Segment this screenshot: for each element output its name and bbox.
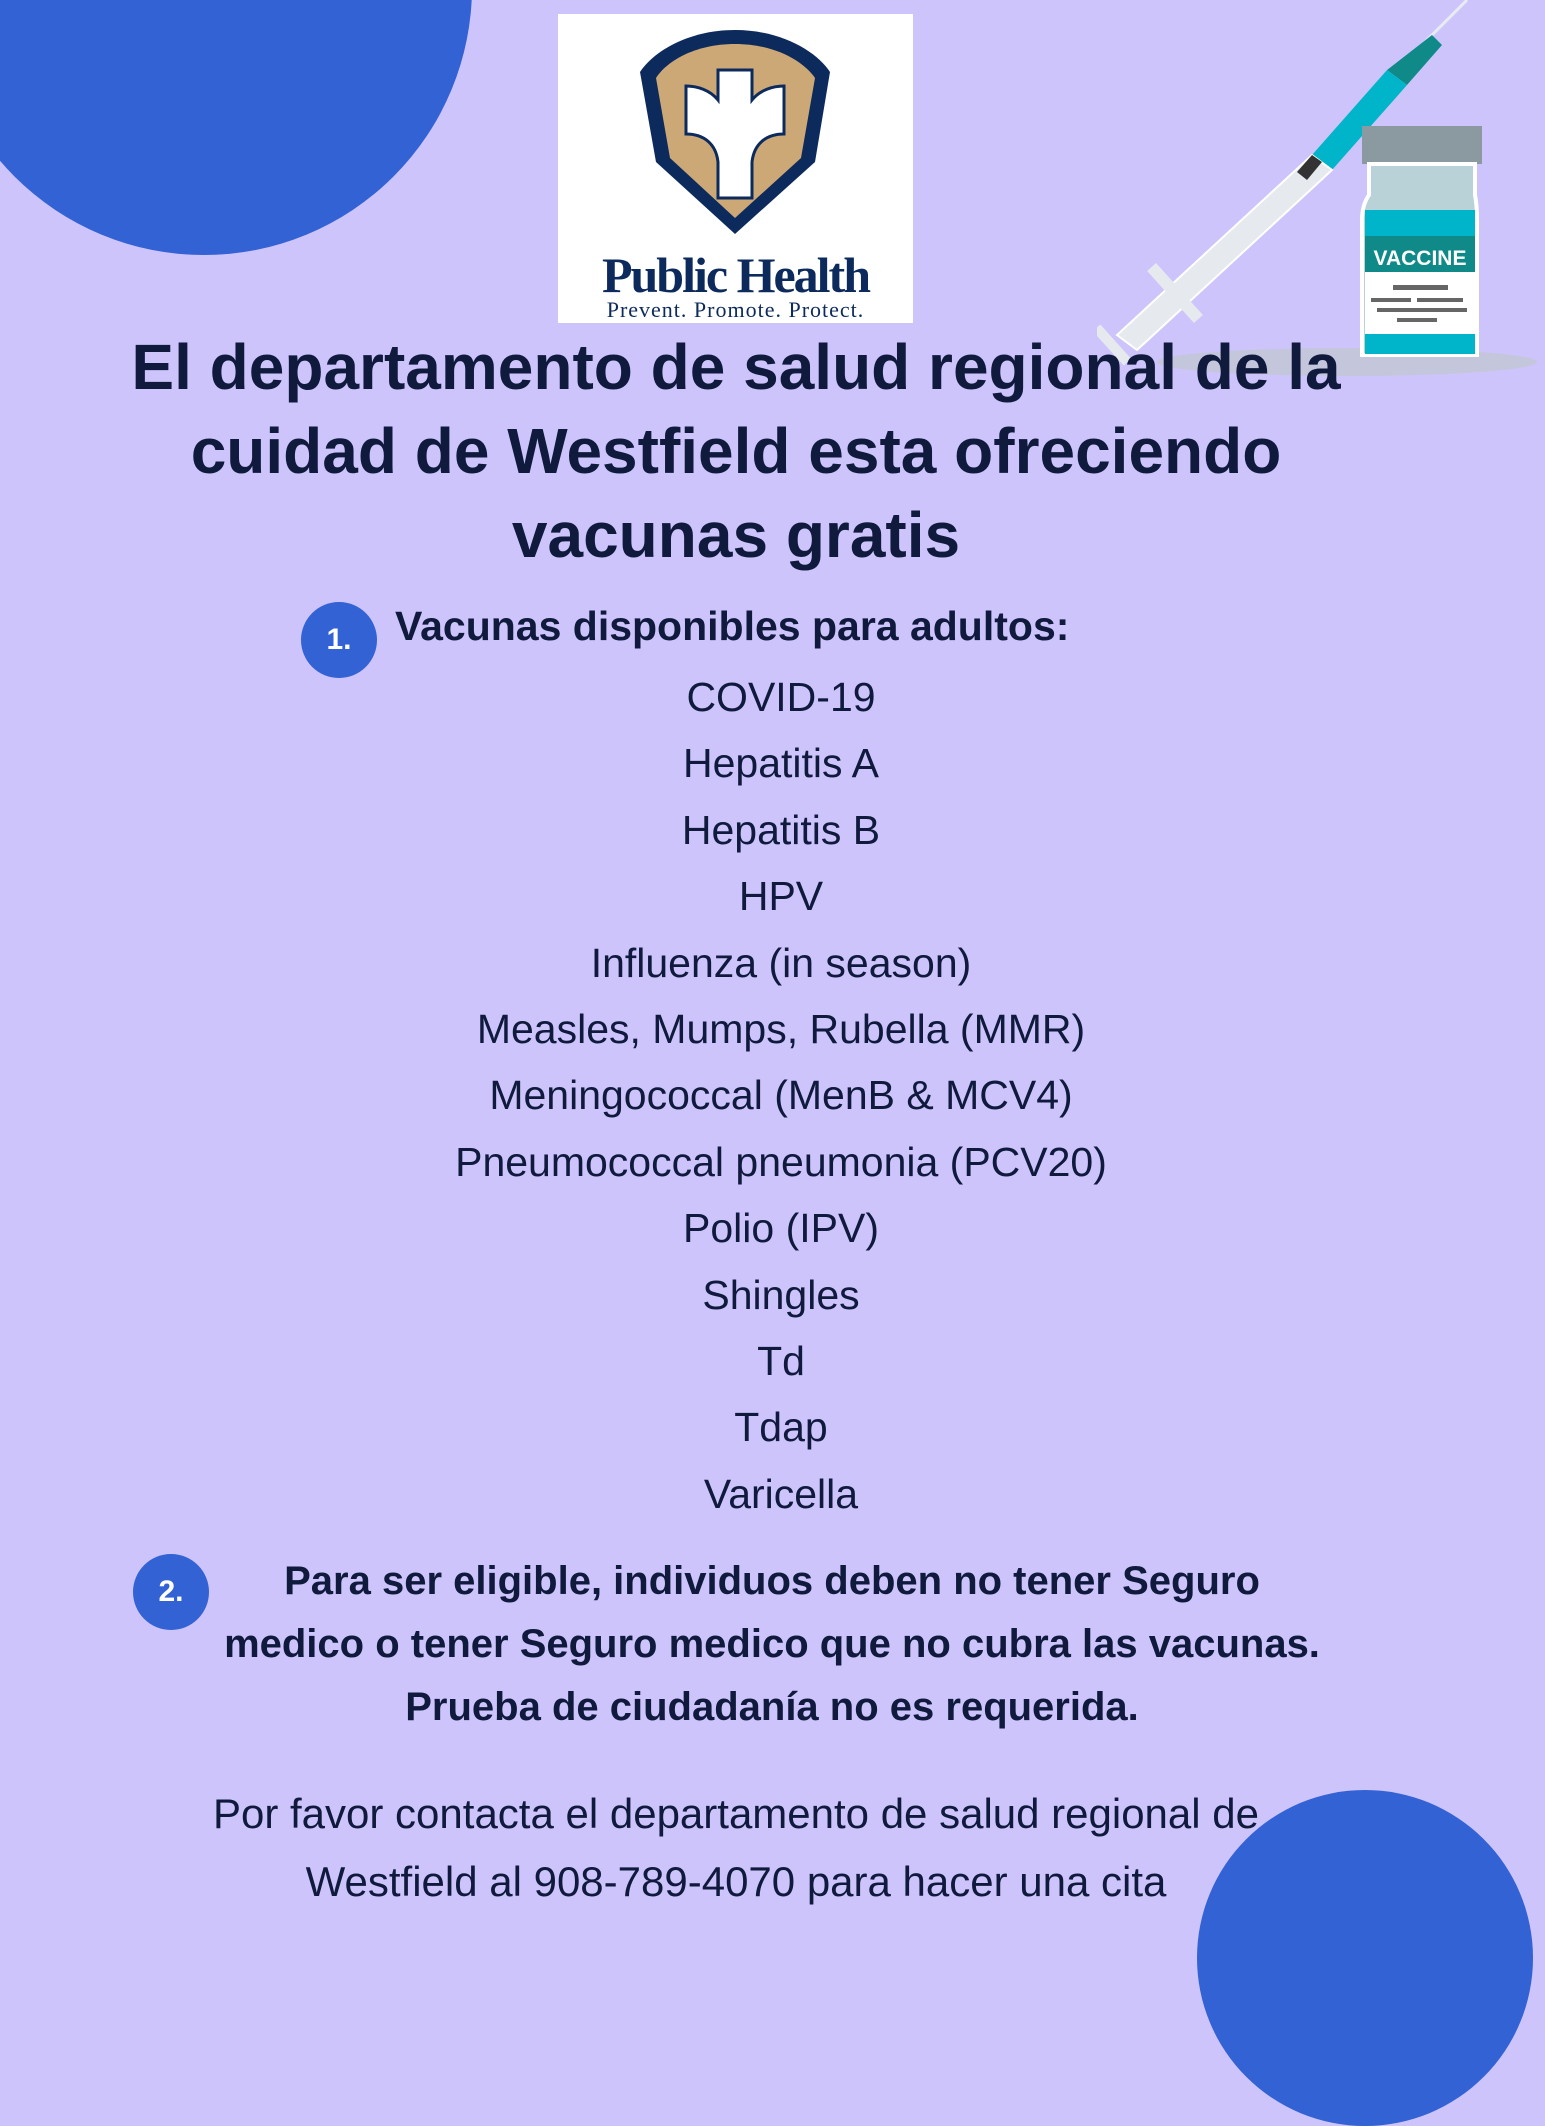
list-item: HPV xyxy=(738,873,824,920)
contact-text: Por favor contacta el departamento de salud regional de Westfield al 908-789-4070 para hacer una cita xyxy=(212,1790,1259,1905)
list-item: Td xyxy=(757,1337,805,1384)
public-health-logo xyxy=(558,14,913,323)
shield-cross-icon xyxy=(628,22,843,242)
page-title: El departamento de salud regional de la cuidad de Westfield esta ofreciendo vacunas gratis xyxy=(131,331,1341,571)
eligibility-text: Para ser eligible, individuos deben no tener Seguro medico o tener Seguro medico que no cubra las vacunas. Prueba de ciudadanía no es requerida. xyxy=(224,1559,1320,1729)
vaccine-vial-icon xyxy=(1362,126,1482,355)
list-item: Pneumococcal pneumonia (PCV20) xyxy=(455,1138,1107,1185)
list-item: Shingles xyxy=(702,1271,860,1318)
list-item: Measles, Mumps, Rubella (MMR) xyxy=(476,1005,1086,1052)
vial-label: VACCINE xyxy=(1373,247,1467,270)
list-item: Hepatitis A xyxy=(683,740,879,787)
list-item: COVID-19 xyxy=(686,674,876,720)
list-item: Tdap xyxy=(734,1404,828,1451)
syringe-vaccine-illustration xyxy=(1097,0,1545,376)
vaccines-heading: Vacunas disponibles para adultos: xyxy=(395,603,1070,649)
logo-tagline: Prevent. Promote. Protect. xyxy=(606,297,865,322)
step-badge-2: 2. xyxy=(133,1554,209,1630)
step-badge-1: 1. xyxy=(301,602,377,678)
list-item: Meningococcal (MenB & MCV4) xyxy=(489,1072,1073,1119)
decorative-circle-top-left xyxy=(0,0,472,255)
list-item: Polio (IPV) xyxy=(683,1205,879,1252)
list-item: Hepatitis B xyxy=(681,806,881,853)
list-item: Influenza (in season) xyxy=(590,939,972,986)
logo-name: Public Health xyxy=(601,247,870,303)
list-item: Varicella xyxy=(703,1470,859,1517)
vaccine-list xyxy=(381,664,1181,1527)
